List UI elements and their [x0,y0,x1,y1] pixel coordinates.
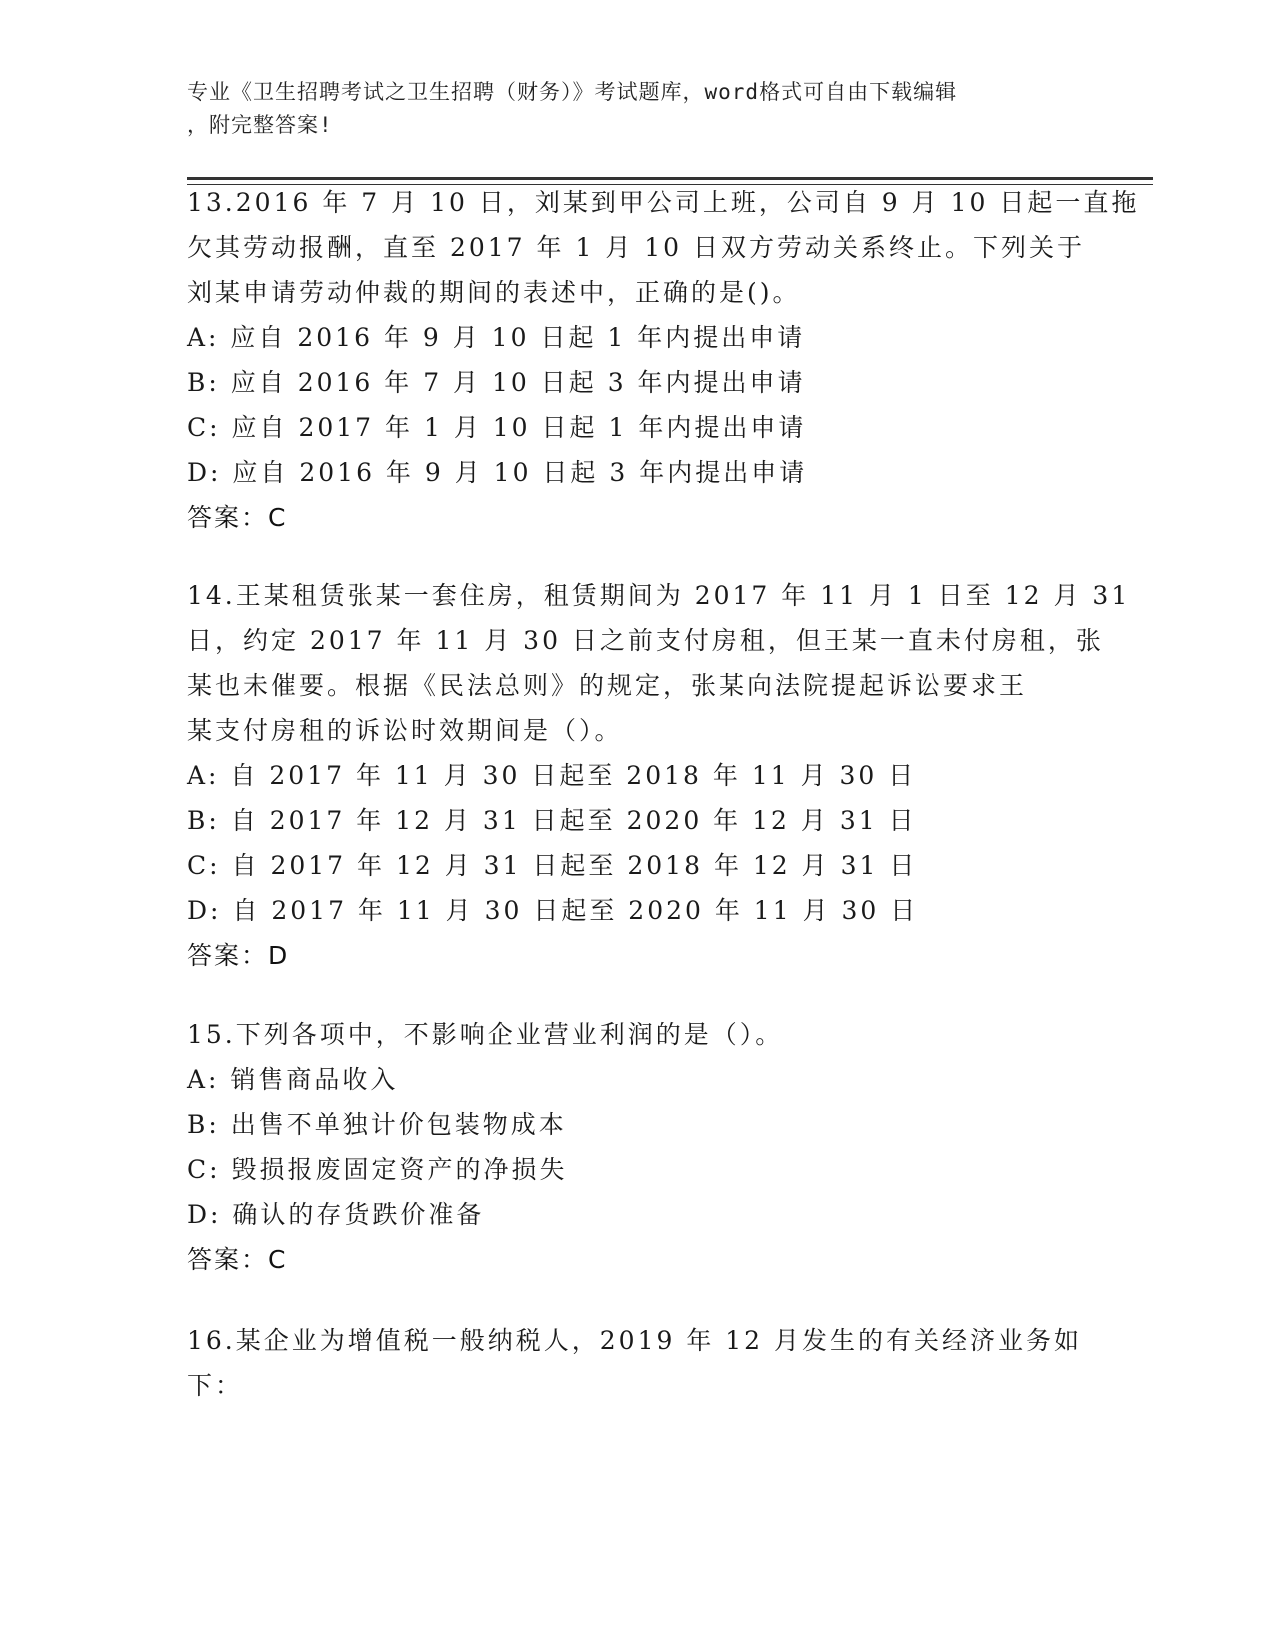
question-stem-line: 欠其劳动报酬，直至 2017 年 1 月 10 日双方劳动关系终止。下列关于 [187,233,1086,262]
option-a: A: 应自 2016 年 9 月 10 日起 1 年内提出申请 [187,323,806,352]
question-15 [187,1012,1087,1282]
option-b: B: 自 2017 年 12 月 31 日起至 2020 年 12 月 31 日 [187,806,917,835]
option-c: C: 毁损报废固定资产的净损失 [187,1155,568,1184]
option-c: C: 自 2017 年 12 月 31 日起至 2018 年 12 月 31 日 [187,851,918,880]
option-d: D: 确认的存货跌价准备 [187,1200,485,1229]
question-13 [187,180,1140,540]
question-stem-line: 16.某企业为增值税一般纳税人，2019 年 12 月发生的有关经济业务如 [187,1326,1083,1355]
question-stem-line: 日，约定 2017 年 11 月 30 日之前支付房租，但王某一直未付房租，张 [187,626,1104,655]
question-stem-line: 某支付房租的诉讼时效期间是（）。 [187,716,623,745]
question-16 [187,1318,1087,1408]
option-b: B: 应自 2016 年 7 月 10 日起 3 年内提出申请 [187,368,806,397]
question-stem-line: 15.下列各项中，不影响企业营业利润的是（）。 [187,1020,784,1049]
question-14 [187,573,1131,978]
question-stem-line: 下： [187,1371,244,1400]
option-c: C: 应自 2017 年 1 月 10 日起 1 年内提出申请 [187,413,807,442]
answer-label: 答案：C [187,503,288,532]
header-line-2: ，附完整答案! [187,113,333,137]
option-b: B: 出售不单独计价包装物成本 [187,1110,567,1139]
option-d: D: 应自 2016 年 9 月 10 日起 3 年内提出申请 [187,458,808,487]
question-stem-line: 某也未催要。根据《民法总则》的规定，张某向法院提起诉讼要求王 [187,671,1028,700]
question-stem-line: 14.王某租赁张某一套住房，租赁期间为 2017 年 11 月 1 日至 12 月 31 [187,581,1131,610]
question-stem-line: 13.2016 年 7 月 10 日，刘某到甲公司上班，公司自 9 月 10 日起一直拖 [187,188,1140,217]
header-line-1: 专业《卫生招聘考试之卫生招聘（财务）》考试题库，word格式可自由下载编辑 [187,80,958,104]
option-d: D: 自 2017 年 11 月 30 日起至 2020 年 11 月 30 日 [187,896,919,925]
page-header [187,76,1087,142]
option-a: A: 自 2017 年 11 月 30 日起至 2018 年 11 月 30 日 [187,761,917,790]
option-a: A: 销售商品收入 [187,1065,399,1094]
answer-label: 答案：D [187,941,290,970]
answer-label: 答案：C [187,1245,288,1274]
question-stem-line: 刘某申请劳动仲裁的期间的表述中，正确的是()。 [187,278,801,307]
